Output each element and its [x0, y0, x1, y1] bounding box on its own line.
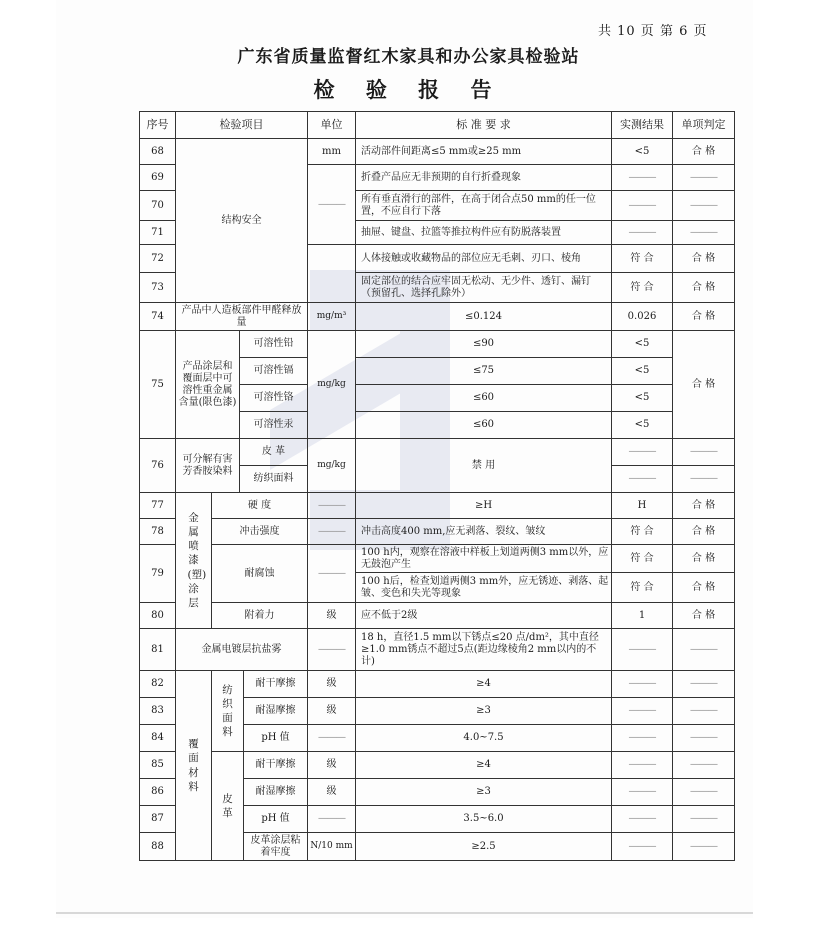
judgement-cell: ——— — [673, 466, 735, 493]
group-heavy-metal: 产品涂层和覆面层中可溶性重金属含量(限色漆) — [176, 331, 240, 439]
judgement-cell: ——— — [673, 806, 735, 833]
table-row — [140, 629, 735, 671]
group-covering-label: 覆面材料 — [188, 738, 199, 793]
seq-cell: 88 — [140, 833, 176, 861]
requirement-cell: 抽屉、键盘、拉篮等推拉构件应有防脱落装置 — [356, 221, 612, 245]
result-cell: 符 合 — [612, 273, 673, 303]
sub-item-cell: 可溶性铬 — [240, 385, 308, 412]
requirement-cell: 人体接触或收藏物品的部位应无毛刺、刃口、棱角 — [356, 245, 612, 273]
group-leather-label: 皮革 — [222, 792, 233, 819]
judgement-cell: ——— — [673, 191, 735, 221]
seq-cell: 85 — [140, 752, 176, 779]
sub-item-cell: 可溶性镉 — [240, 358, 308, 385]
requirement-cell: ≤60 — [356, 385, 612, 412]
seq-cell: 74 — [140, 303, 176, 331]
result-cell: ——— — [612, 671, 673, 698]
unit-cell: ——— — [308, 519, 356, 545]
group-textile-label: 纺织面料 — [222, 683, 233, 739]
result-cell: ——— — [612, 725, 673, 752]
result-cell: <5 — [612, 385, 673, 412]
unit-cell: ——— — [308, 493, 356, 519]
unit-cell: ——— — [308, 806, 356, 833]
seq-cell: 84 — [140, 725, 176, 752]
result-cell: 符 合 — [612, 245, 673, 273]
seq-cell: 87 — [140, 806, 176, 833]
result-cell: 1 — [612, 603, 673, 629]
unit-cell: ——— — [308, 725, 356, 752]
document-title: 检 验 报 告 — [313, 78, 504, 102]
item-cell: 附着力 — [212, 603, 308, 629]
requirement-cell: ≥4 — [356, 671, 612, 698]
seq-cell: 73 — [140, 273, 176, 303]
table-row — [140, 545, 735, 573]
result-cell: ——— — [612, 752, 673, 779]
requirement-cell: 应不低于2级 — [356, 603, 612, 629]
requirement-cell: 100 h内，观察在溶液中样板上划道两侧3 mm以外，应无鼓泡产生 — [356, 545, 612, 573]
judgement-cell: ——— — [673, 439, 735, 466]
table-header-row — [140, 112, 735, 139]
sub-item-cell: 可溶性铅 — [240, 331, 308, 358]
unit-cell — [308, 245, 356, 303]
requirement-cell: ≤60 — [356, 412, 612, 439]
result-cell: ——— — [612, 629, 673, 671]
requirement-cell: 3.5~6.0 — [356, 806, 612, 833]
item-cell: 耐干摩擦 — [244, 671, 308, 698]
judgement-cell: 合 格 — [673, 519, 735, 545]
requirement-cell: ≥3 — [356, 779, 612, 806]
item-cell: 耐腐蚀 — [212, 545, 308, 603]
requirement-cell: 100 h后，检查划道两侧3 mm外，应无锈迹、剥落、起皱、变色和失光等现象 — [356, 573, 612, 603]
seq-cell: 86 — [140, 779, 176, 806]
result-cell: ——— — [612, 466, 673, 493]
group-structure-safety: 结构安全 — [176, 139, 308, 303]
seq-cell: 70 — [140, 191, 176, 221]
seq-cell: 68 — [140, 139, 176, 165]
requirement-cell: ≤90 — [356, 331, 612, 358]
result-cell: <5 — [612, 412, 673, 439]
item-cell: 冲击强度 — [212, 519, 308, 545]
result-cell: ——— — [612, 191, 673, 221]
requirement-cell: ≥2.5 — [356, 833, 612, 861]
item-cell: 耐湿摩擦 — [244, 779, 308, 806]
result-cell: H — [612, 493, 673, 519]
judgement-cell: 合 格 — [673, 303, 735, 331]
result-cell: <5 — [612, 331, 673, 358]
judgement-cell: 合 格 — [673, 573, 735, 603]
result-cell: <5 — [612, 139, 673, 165]
table-row — [140, 331, 735, 358]
judgement-cell: 合 格 — [673, 493, 735, 519]
col-judgement: 单项判定 — [673, 112, 735, 139]
judgement-cell: ——— — [673, 629, 735, 671]
item-cell: 硬 度 — [212, 493, 308, 519]
table-row — [140, 519, 735, 545]
judgement-cell: 合 格 — [673, 603, 735, 629]
group-formaldehyde: 产品中人造板部件甲醛释放量 — [176, 303, 308, 331]
group-azo-dye: 可分解有害芳香胺染料 — [176, 439, 240, 493]
unit-cell: 级 — [308, 603, 356, 629]
requirement-cell: ≥3 — [356, 698, 612, 725]
judgement-cell: ——— — [673, 833, 735, 861]
footer-divider — [56, 912, 753, 914]
result-cell: ——— — [612, 221, 673, 245]
item-cell: 皮革涂层粘着牢度 — [244, 833, 308, 861]
requirement-cell: 冲击高度400 mm,应无剥落、裂纹、皱纹 — [356, 519, 612, 545]
result-cell: ——— — [612, 833, 673, 861]
col-item: 检验项目 — [176, 112, 308, 139]
seq-cell: 83 — [140, 698, 176, 725]
result-cell: 符 合 — [612, 545, 673, 573]
requirement-cell: 折叠产品应无非预期的自行折叠现象 — [356, 165, 612, 191]
judgement-cell: ——— — [673, 752, 735, 779]
judgement-cell: 合 格 — [673, 139, 735, 165]
unit-cell: 级 — [308, 671, 356, 698]
sub-item-cell: 纺织面料 — [240, 466, 308, 493]
table-row — [140, 139, 735, 165]
result-cell: ——— — [612, 165, 673, 191]
seq-cell: 82 — [140, 671, 176, 698]
table-row — [140, 439, 735, 466]
judgement-cell: 合 格 — [673, 245, 735, 273]
sub-item-cell: 可溶性汞 — [240, 412, 308, 439]
table-row — [140, 603, 735, 629]
seq-cell: 72 — [140, 245, 176, 273]
item-cell: 耐湿摩擦 — [244, 698, 308, 725]
seq-cell: 79 — [140, 545, 176, 603]
result-cell: ——— — [612, 779, 673, 806]
requirement-cell: 所有垂直滑行的部件，在高于闭合点50 mm的任一位置，不应自行下落 — [356, 191, 612, 221]
result-cell: 符 合 — [612, 573, 673, 603]
table-row — [140, 752, 735, 779]
requirement-cell: ≥H — [356, 493, 612, 519]
item-cell: pH 值 — [244, 806, 308, 833]
unit-cell: ——— — [308, 165, 356, 245]
unit-cell: 级 — [308, 752, 356, 779]
result-cell: <5 — [612, 358, 673, 385]
group-textile — [212, 671, 244, 752]
group-metal-coating — [176, 493, 212, 629]
seq-cell: 77 — [140, 493, 176, 519]
judgement-cell: ——— — [673, 698, 735, 725]
table-row — [140, 671, 735, 698]
col-seq: 序号 — [140, 112, 176, 139]
result-cell: ——— — [612, 806, 673, 833]
group-metal-coating-label: 金属喷漆(塑)涂层 — [187, 511, 207, 609]
unit-cell: mg/m³ — [308, 303, 356, 331]
seq-cell: 81 — [140, 629, 176, 671]
unit-cell: mm — [308, 139, 356, 165]
item-cell: 耐干摩擦 — [244, 752, 308, 779]
unit-cell: mg/kg — [308, 331, 356, 439]
judgement-cell: 合 格 — [673, 273, 735, 303]
requirement-cell: ≤0.124 — [356, 303, 612, 331]
result-cell: ——— — [612, 439, 673, 466]
unit-cell: N/10 mm — [308, 833, 356, 861]
organization-name: 广东省质量监督红木家具和办公家具检验站 — [237, 47, 580, 67]
table-row — [140, 303, 735, 331]
judgement-cell: ——— — [673, 779, 735, 806]
unit-cell: ——— — [308, 545, 356, 603]
seq-cell: 76 — [140, 439, 176, 493]
page-info: 共 10 页 第 6 页 — [598, 24, 708, 39]
unit-cell: ——— — [308, 629, 356, 671]
judgement-cell: 合 格 — [673, 545, 735, 573]
judgement-cell: ——— — [673, 671, 735, 698]
seq-cell: 75 — [140, 331, 176, 439]
group-covering — [176, 671, 212, 861]
seq-cell: 71 — [140, 221, 176, 245]
result-cell: 符 合 — [612, 519, 673, 545]
requirement-cell: 4.0~7.5 — [356, 725, 612, 752]
col-unit: 单位 — [308, 112, 356, 139]
item-cell: pH 值 — [244, 725, 308, 752]
requirement-cell: 活动部件间距离≤5 mm或≥25 mm — [356, 139, 612, 165]
seq-cell: 80 — [140, 603, 176, 629]
judgement-cell: ——— — [673, 221, 735, 245]
col-result: 实测结果 — [612, 112, 673, 139]
judgement-cell: ——— — [673, 165, 735, 191]
unit-cell: 级 — [308, 779, 356, 806]
requirement-cell: 禁 用 — [356, 439, 612, 493]
result-cell: ——— — [612, 698, 673, 725]
requirement-cell: ≤75 — [356, 358, 612, 385]
unit-cell: mg/kg — [308, 439, 356, 493]
group-leather — [212, 752, 244, 861]
col-requirement: 标 准 要 求 — [356, 112, 612, 139]
table-row — [140, 493, 735, 519]
seq-cell: 78 — [140, 519, 176, 545]
judgement-cell: ——— — [673, 725, 735, 752]
inspection-table — [139, 111, 735, 861]
unit-cell: 级 — [308, 698, 356, 725]
requirement-cell: ≥4 — [356, 752, 612, 779]
requirement-cell: 18 h，直径1.5 mm以下锈点≤20 点/dm²，其中直径≥1.0 mm锈点不超过5点(距边缘棱角2 mm以内的不计) — [356, 629, 612, 671]
sub-item-cell: 皮 革 — [240, 439, 308, 466]
seq-cell: 69 — [140, 165, 176, 191]
requirement-cell: 固定部位的结合应牢固无松动、无少件、透钉、漏钉（预留孔、选择孔除外） — [356, 273, 612, 303]
result-cell: 0.026 — [612, 303, 673, 331]
judgement-cell: 合 格 — [673, 331, 735, 439]
group-salt-spray: 金属电镀层抗盐雾 — [176, 629, 308, 671]
